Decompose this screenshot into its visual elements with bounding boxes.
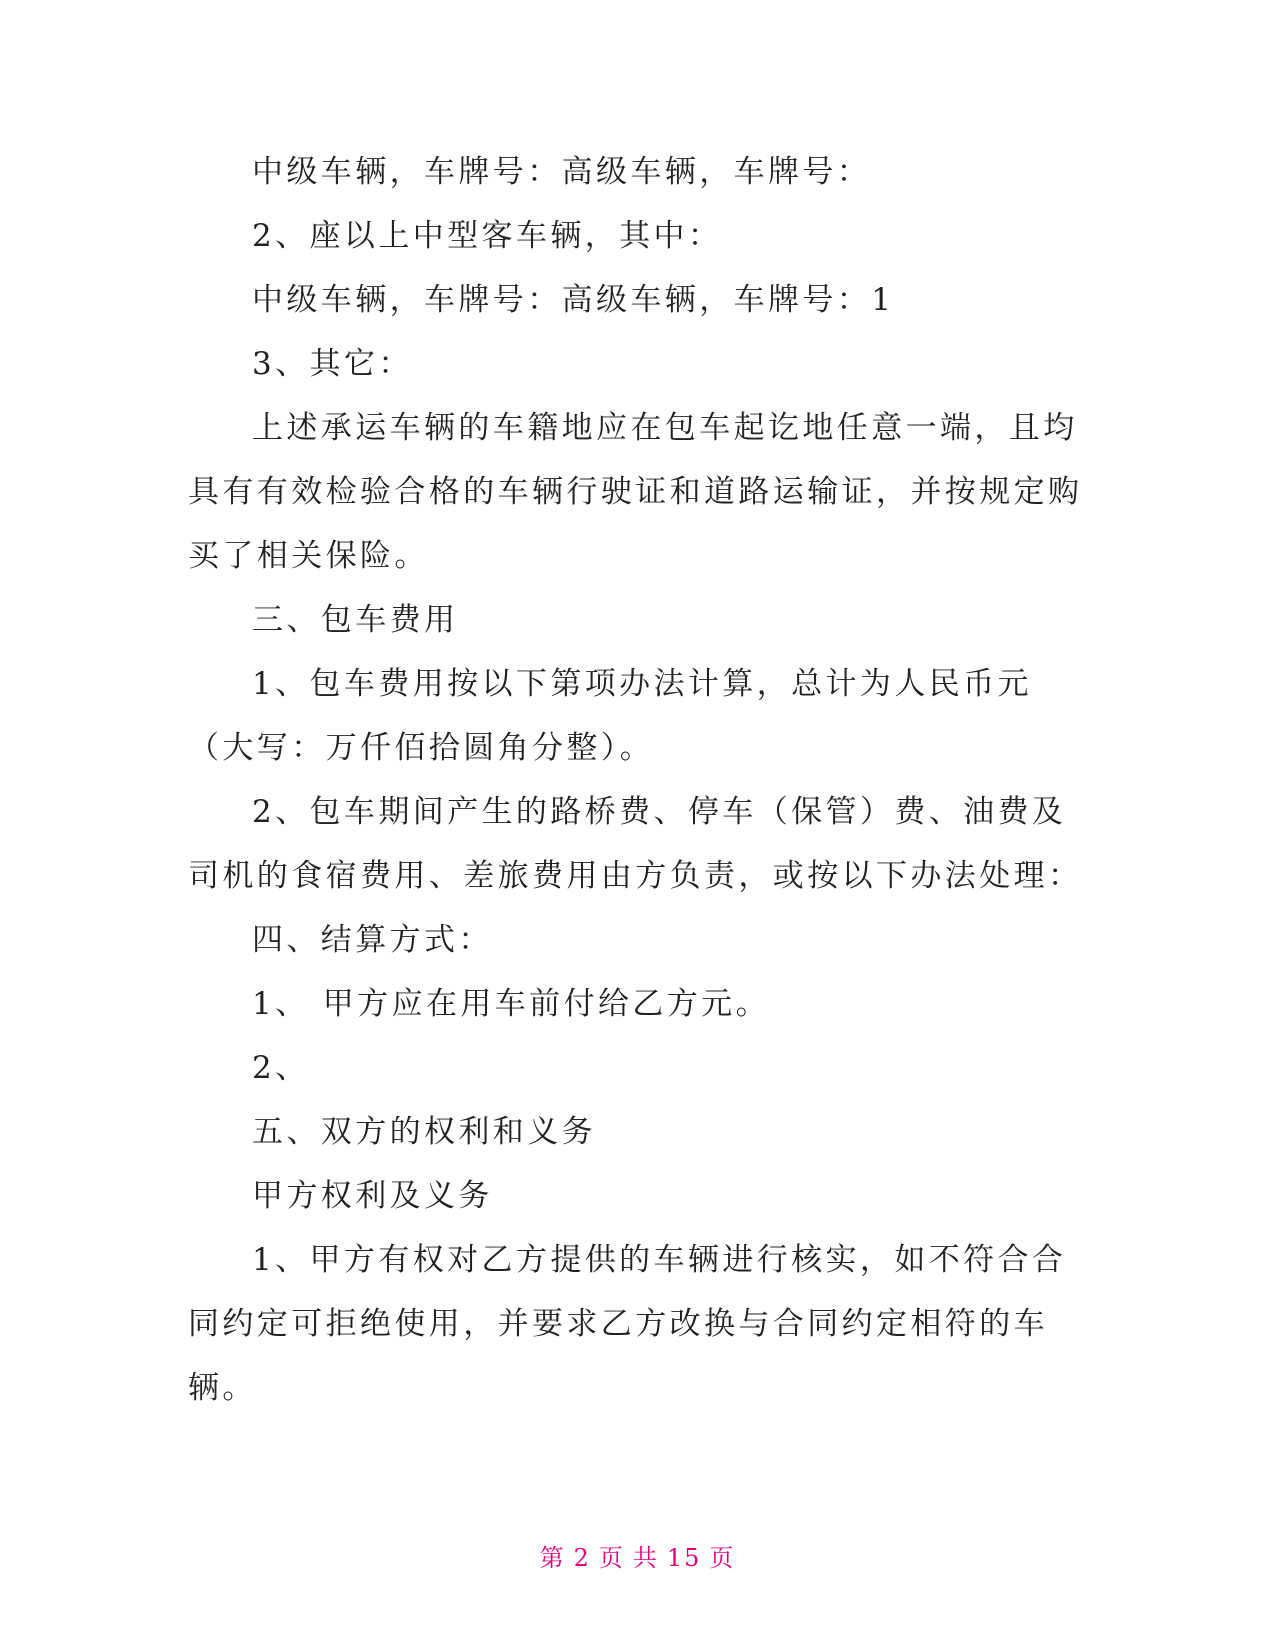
footer-total-pages: 15 — [666, 1544, 702, 1572]
footer-label-unit-end: 页 — [709, 1544, 736, 1572]
footer-label-unit: 页 — [598, 1544, 625, 1572]
footer-current-page: 2 — [573, 1544, 591, 1572]
paragraph: 2、 — [252, 1050, 310, 1086]
footer-label-page: 第 — [539, 1544, 566, 1572]
paragraph: 中级车辆，车牌号：高级车辆，车牌号：1 — [252, 282, 895, 318]
paragraph: 上述承运车辆的车籍地应在包车起讫地任意一端，且均具有有效检验合格的车辆行驶证和道路运输证，并按规定购买了相关保险。 — [188, 410, 1083, 574]
paragraph: 1、甲方有权对乙方提供的车辆进行核实，如不符合合同约定可拒绝使用，并要求乙方改换与合同约定相符的车辆。 — [188, 1242, 1067, 1406]
paragraph: 3、其它： — [252, 346, 413, 382]
footer-label-total: 共 — [632, 1544, 659, 1572]
subsection-heading: 甲方权利及义务 — [252, 1178, 493, 1214]
document-body — [188, 140, 1088, 1420]
paragraph: 2、座以上中型客车辆，其中： — [252, 218, 723, 254]
section-heading: 三、包车费用 — [252, 602, 459, 638]
paragraph: 1、包车费用按以下第项办法计算，总计为人民币元（大写：万仟佰拾圆角分整）。 — [188, 666, 1032, 766]
page-number-footer — [0, 1538, 1275, 1573]
paragraph: 中级车辆，车牌号：高级车辆，车牌号： — [252, 154, 872, 190]
paragraph: 1、 甲方应在用车前付给乙方元。 — [252, 986, 770, 1022]
section-heading: 四、结算方式： — [252, 922, 493, 958]
section-heading: 五、双方的权利和义务 — [252, 1114, 596, 1150]
paragraph: 2、包车期间产生的路桥费、停车（保管）费、油费及司机的食宿费用、差旅费用由方负责，或按以下办法处理： — [188, 794, 1083, 894]
